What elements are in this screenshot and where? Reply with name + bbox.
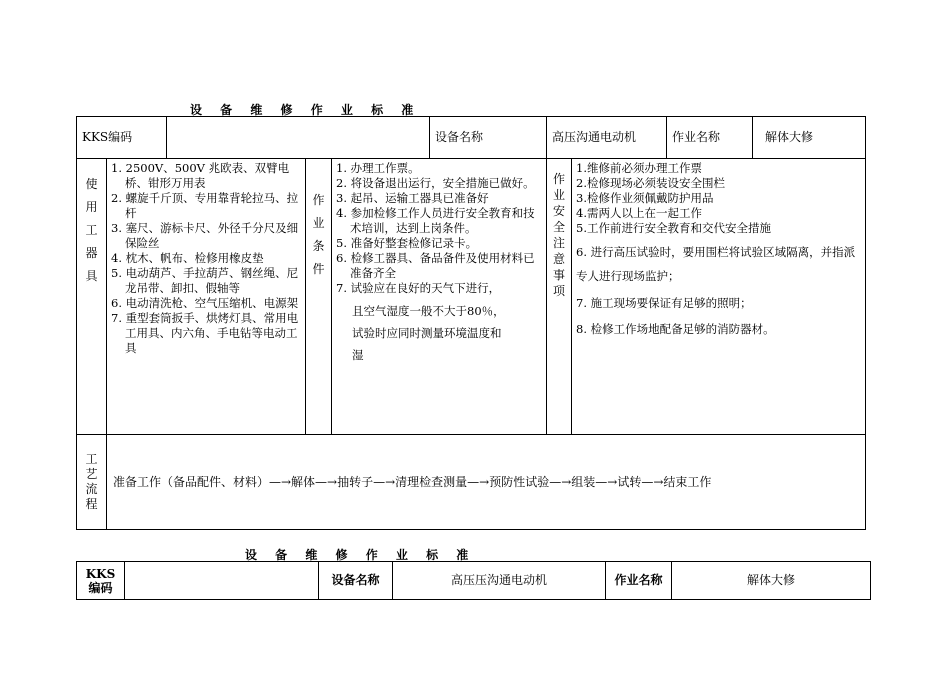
kks-value	[167, 117, 430, 159]
condition-item: 2. 将设备退出运行，安全措施已做好。	[336, 176, 535, 190]
conditions-label: 作 业 条 件	[306, 159, 332, 435]
tool-item: 1. 2500V、500V 兆欧表、双臂电桥、钳形万用表	[111, 161, 290, 190]
safety-item: 4.需两人以上在一起工作	[576, 206, 702, 220]
condition-item: 6. 检修工器具、备品备件及使用材料已准备齐全	[336, 251, 535, 280]
page-title-2: 设 备 维 修 作 业 标 准	[245, 548, 476, 562]
tool-item: 4. 枕木、帆布、检修用橡皮垫	[111, 251, 264, 265]
kks-label-2: KKS 编码	[77, 562, 125, 600]
job-name-label: 作业名称	[667, 117, 753, 158]
tool-item: 3. 塞尺、游标卡尺、外径千分尺及细保险丝	[111, 221, 299, 250]
safety-item: 1.维修前必须办理工作票	[576, 161, 702, 175]
kks-value-2	[125, 562, 319, 600]
safety-item: 5.工作前进行安全教育和交代安全措施	[576, 221, 771, 235]
tools-label: 使 用 工 器 具	[77, 159, 107, 435]
page-title-1: 设 备 维 修 作 业 标 准	[190, 103, 421, 117]
tool-item: 2. 螺旋千斤顶、专用靠背轮拉马、拉杆	[111, 191, 299, 220]
condition-item: 3. 起吊、运输工器具已准备好	[336, 191, 489, 205]
tools-list	[107, 159, 306, 435]
standard-table-1	[76, 116, 866, 530]
tool-item: 5. 电动葫芦、手拉葫芦、钢丝绳、尼龙吊带、卸扣、假轴等	[111, 266, 299, 295]
conditions-list	[332, 159, 547, 435]
tool-item: 6. 电动清洗枪、空气压缩机、电源架	[111, 296, 299, 310]
safety-item: 8. 检修工作场地配备足够的消防器材。	[576, 322, 775, 336]
device-name-label-2: 设备名称	[319, 562, 393, 600]
device-name-value-2: 高压压沟通电动机	[393, 562, 606, 600]
safety-item: 3.检修作业须佩戴防护用品	[576, 191, 714, 205]
device-name-label: 设备名称	[430, 117, 547, 159]
condition-continuation: 湿	[352, 348, 364, 362]
condition-item: 7. 试验应在良好的天气下进行，	[336, 281, 501, 295]
safety-label: 作 业 安 全 注 意 事 项	[547, 159, 572, 435]
process-label: 工 艺 流 程	[77, 435, 107, 530]
job-name-value-2: 解体大修	[672, 562, 871, 600]
device-name-value: 高压沟通电动机	[547, 117, 667, 159]
condition-continuation: 且空气湿度一般不大于80％，	[352, 304, 505, 318]
safety-item: 7. 施工现场要保证有足够的照明；	[576, 296, 752, 310]
safety-item: 2.检修现场必须装设安全围栏	[576, 176, 725, 190]
job-name-cell	[667, 117, 866, 159]
job-name-value: 解体大修	[765, 130, 814, 144]
safety-item: 6. 进行高压试验时，要用围栏将试验区域隔离，并指派专人进行现场监护；	[576, 245, 856, 283]
condition-item: 4. 参加检修工作人员进行安全教育和技术培训，达到上岗条件。	[336, 206, 535, 235]
condition-continuation: 试验时应同时测量环境温度和	[352, 326, 502, 340]
kks-label: KKS编码	[77, 117, 167, 159]
process-flow: 准备工作（备品配件、材料）—→解体—→抽转子—→清理检查测量—→预防性试验—→组装—→试转—→结束工作	[107, 435, 866, 530]
condition-item: 1. 办理工作票。	[336, 161, 420, 175]
safety-list	[572, 159, 866, 435]
condition-item: 5. 准备好整套检修记录卡。	[336, 236, 478, 250]
job-name-label-2: 作业名称	[606, 562, 672, 600]
standard-table-2	[76, 561, 871, 600]
tool-item: 7. 重型套筒扳手、烘烤灯具、常用电工用具、内六角、手电钻等电动工具	[111, 311, 299, 355]
